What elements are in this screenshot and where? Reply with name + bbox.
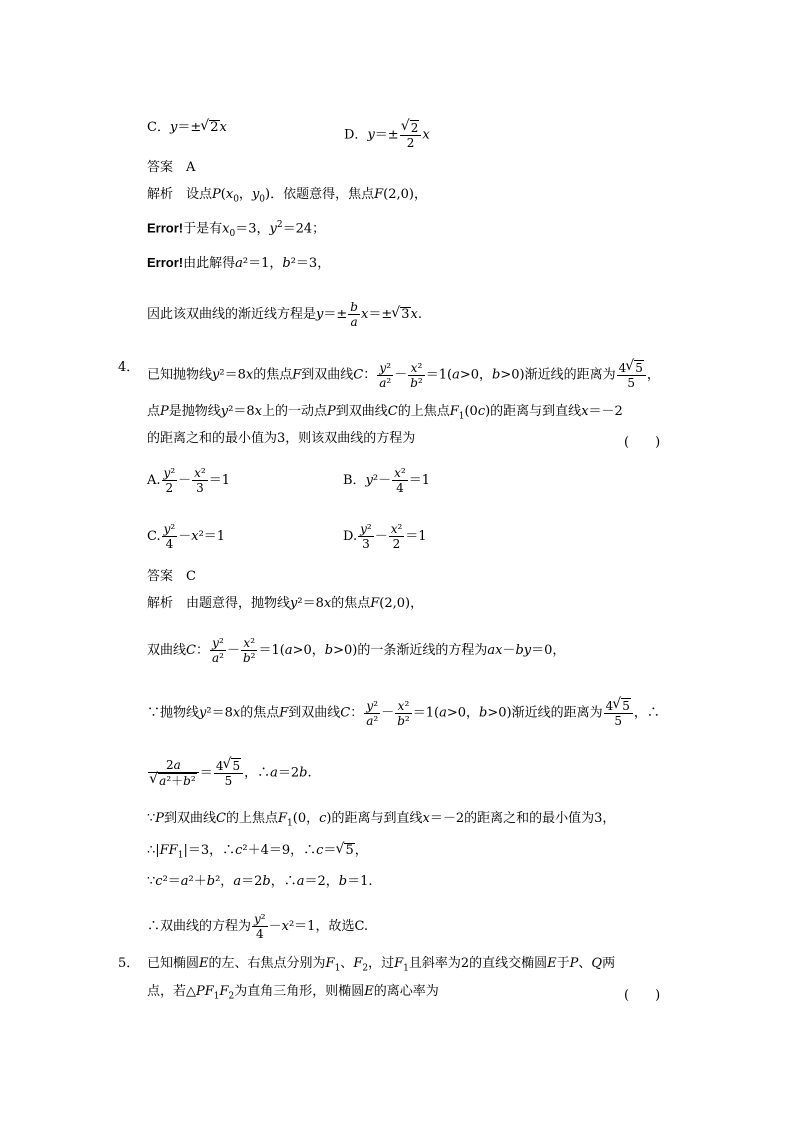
solution-q4-line5: ∵P到双曲线C的上焦点$F_1(0$，c)的距离与到直线x＝－2的距离之和的最小值为3，: [147, 811, 616, 829]
question-4-line1: 已知抛物线y²＝8x的焦点F到双曲线C： $\frac{\text{y²}}{\text{a²}}$ － $\frac{\text{x²}}{\text{b²}}$ ＝1(a>0，b>0)渐近线的距离为 $\frac{4√ 5}{5}$ ，: [147, 360, 660, 390]
option-c-prev-text: C．y＝±√ 2x: [147, 120, 227, 135]
option-c-prev: [147, 120, 227, 136]
question-5-line1: 已知椭圆E的左、右焦点分别为$F_1$、$F_2$，过$F_1$且斜率为2的直线交椭圆E于P、Q两: [147, 956, 616, 974]
answer-q3: 答案 A: [147, 160, 196, 175]
option-b-q4: B．y²－ $\frac{\text{x²}}{4}$ ＝1: [343, 466, 431, 495]
option-d-q4: D. $\frac{\text{y²}}{3}$ － $\frac{\text{x²}}{2}$ ＝1: [343, 522, 427, 551]
solution-q4-line7: ∵c²＝a²＋b²，a＝2b，∴a＝2，b＝1.: [147, 874, 373, 889]
answer-blank-q4: ( ): [624, 435, 661, 450]
solution-q4-line1: 解析 由题意得，抛物线y²＝8x的焦点F(2,0)，: [147, 596, 424, 611]
question-5-line2: 点，若$\triangle PF_1F_2$为直角三角形，则椭圆E的离心率为: [147, 984, 439, 1002]
solution-q4-line3: ∵抛物线y²＝8x的焦点F到双曲线C： $\frac{\text{y²}}{\text{a²}}$ － $\frac{\text{x²}}{\text{b²}}$ ＝1(a>0，b>0)渐近线的距离为 $\frac{4√ 5}{5}$ ，∴: [147, 698, 660, 728]
option-c-q4: C. $\frac{\text{y²}}{4}$ －x²＝1: [147, 522, 226, 551]
question-number-5: 5．: [118, 956, 140, 971]
answer-blank-q5: ( ): [624, 988, 661, 1003]
question-4-line2: 点P是抛物线y²＝8x上的一动点P到双曲线C的上焦点$F_1(0c)$的距离与到直线x＝－2: [147, 404, 623, 422]
solution-q4-line4: 2a √ a²＋b² ＝ $\frac{4√ 5}{5}$ ，∴a＝2b.: [147, 758, 312, 788]
option-a-q4: A. $\frac{\text{y²}}{2}$ － $\frac{\text{x²}}{3}$ ＝1: [147, 466, 231, 495]
solution-q3-line2: Error!于是有$x_0=3$，$y^2=24$；: [147, 220, 326, 239]
question-4-line3: 的距离之和的最小值为3，则该双曲线的方程为: [147, 431, 416, 446]
solution-q3-line4: 因此该双曲线的渐近线方程是y＝± $\frac{b}{a}$ x＝±√ 3x.: [147, 300, 422, 329]
answer-q4: 答案 C: [147, 569, 196, 584]
option-d-prev: D．y＝± √ $\frac{2}{2}$ x: [344, 120, 430, 150]
solution-q4-line6: $\therefore|FF_1|=3$，∴c²＋4＝9，∴c＝√ 5，: [147, 843, 368, 864]
solution-q4-line2: 双曲线C： $\frac{\text{y²}}{\text{a²}}$ － $\frac{\text{x²}}{\text{b²}}$ ＝1(a>0，b>0)的一条渐近线的方程为ax－by＝0，: [147, 636, 566, 665]
question-number-4: 4．: [118, 360, 140, 375]
solution-q3-line1: 解析 设点$P(x_0$，$y_0$)．依题意得，焦点F(2,0)，: [147, 187, 427, 205]
solution-q4-line8: ∴双曲线的方程为 $\frac{\text{y²}}{4}$ －x²＝1，故选C.: [147, 912, 369, 941]
solution-q3-line3: Error!由此解得a²＝1，b²＝3，: [147, 255, 331, 271]
